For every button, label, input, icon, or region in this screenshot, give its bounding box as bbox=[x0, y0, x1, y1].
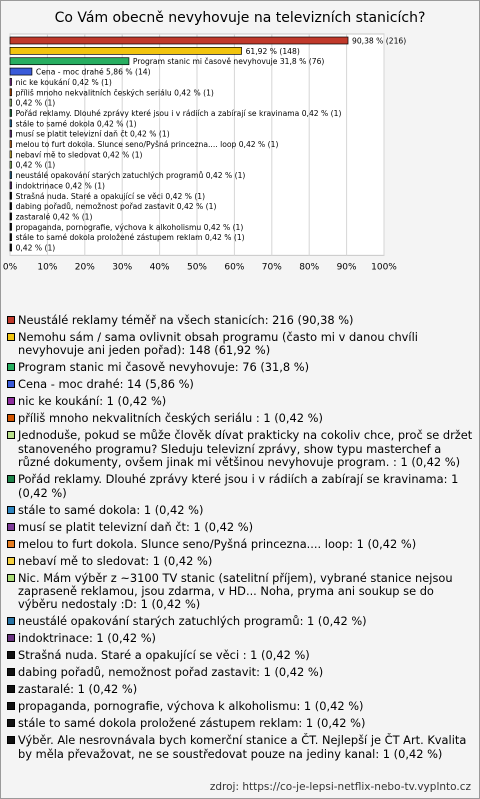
bar-label: příliš mnoho nekvalitních českých seriálu 0,42 % (1) bbox=[15, 88, 214, 98]
legend-label: musí se platit televizní daň čt: 1 (0,42 %) bbox=[18, 519, 254, 534]
legend-item bbox=[7, 361, 473, 374]
bar-label: indoktrinace 0,42 % (1) bbox=[15, 181, 106, 191]
bar-label: melou to furt dokola. Slunce seno/Pyšná princezna.... loop 0,42 % (1) bbox=[15, 140, 279, 149]
legend-item bbox=[7, 412, 473, 425]
bar-label: neustálé opakování starých zatuchlých programů 0,42 % (1) bbox=[15, 171, 246, 181]
legend-item bbox=[7, 378, 473, 391]
bar bbox=[10, 213, 12, 220]
bar-label: zastaralé 0,42 % (1) bbox=[15, 212, 93, 222]
legend-label: Jednoduše, pokud se může člověk dívat prakticky na cokoliv chce, proč se držet stanoveného programu? Sleduju televizní zprávy, show typu masterchef a různé dokumenty, ovšem jinak mi většinou nevyhovuje program. : 1 (0,42 %) bbox=[18, 428, 473, 470]
legend-swatch bbox=[7, 414, 15, 422]
bar bbox=[10, 151, 12, 158]
legend-item bbox=[7, 649, 473, 662]
bar-label: stále to samé dokola proložené zástupem reklam 0,42 % (1) bbox=[15, 233, 245, 243]
legend-swatch bbox=[7, 668, 15, 676]
legend-item bbox=[7, 538, 473, 551]
bar-label: 0,42 % (1) bbox=[15, 160, 56, 170]
legend-swatch bbox=[7, 316, 15, 324]
legend-label: Nemohu sám / sama ovlivnit obsah programu (často mi v danou chvíli nevyhovuje ani jeden pořad): 148 (61,92 %) bbox=[18, 330, 418, 358]
legend-item bbox=[7, 473, 473, 500]
bar bbox=[10, 141, 12, 148]
legend-item bbox=[7, 717, 473, 730]
legend-swatch bbox=[7, 431, 15, 439]
bar bbox=[10, 161, 12, 168]
bar bbox=[10, 120, 12, 127]
legend-item bbox=[7, 314, 473, 327]
bar bbox=[10, 244, 12, 251]
legend-swatch bbox=[7, 685, 15, 693]
legend-item bbox=[7, 331, 473, 358]
legend-label: nic ke koukání: 1 (0,42 %) bbox=[18, 394, 167, 409]
x-tick-label: 80% bbox=[299, 262, 320, 273]
legend-swatch bbox=[7, 363, 15, 371]
bar bbox=[10, 172, 12, 179]
x-tick-label: 50% bbox=[186, 262, 208, 273]
bar-label: musí se platit televizní daň čt 0,42 % (1) bbox=[15, 129, 170, 139]
bar bbox=[10, 78, 12, 85]
legend-label: Strašná nuda. Staré a opakující se věci : 1 (0,42 %) bbox=[18, 648, 310, 663]
bar-label: 0,42 % (1) bbox=[15, 98, 56, 108]
legend-swatch bbox=[7, 574, 15, 582]
legend-item bbox=[7, 521, 473, 534]
bar bbox=[10, 192, 12, 199]
legend-label: Program stanic mi časově nevyhovuje: 76 (31,8 %) bbox=[18, 360, 310, 375]
bar-label: Cena - moc drahé 5,86 % (14) bbox=[35, 67, 151, 77]
legend-label: Neustálé reklamy téměř na všech stanicích: 216 (90,38 %) bbox=[18, 313, 354, 327]
bar bbox=[10, 68, 32, 75]
legend-swatch bbox=[7, 397, 15, 405]
bar-label: 0,42 % (1) bbox=[15, 243, 56, 253]
legend-swatch bbox=[7, 634, 15, 642]
bar-label: propaganda, pornografie, výchova k alkoholismu 0,42 % (1) bbox=[15, 222, 244, 232]
bar-label: Strašná nuda. Staré a opakující se věci 0,42 % (1) bbox=[15, 191, 206, 201]
legend-item bbox=[7, 504, 473, 517]
legend-swatch bbox=[7, 557, 15, 565]
legend-swatch bbox=[7, 719, 15, 727]
legend-label: Pořád reklamy. Dlouhé zprávy které jsou i v rádiích a zabírají se kravinama: 1 (0,42 %) bbox=[18, 472, 459, 500]
legend-label: Výběr. Ale nesrovnávala bych komerční stanice a ČT. Nejlepší je ČT Art. Kvalita by měla převažovat, ne se soustředovat pouze na jediny kanal: 1 (0,42 %) bbox=[18, 733, 467, 761]
legend-label: nebaví mě to sledovat: 1 (0,42 %) bbox=[18, 553, 213, 568]
legend-label: příliš mnoho nekvalitních českých seriálu : 1 (0,42 %) bbox=[18, 411, 323, 426]
source-note: zdroj: https://co-je-lepsi-netflix-nebo-tv.vyplnto.cz bbox=[209, 781, 471, 793]
legend-item bbox=[7, 555, 473, 568]
chart-legend bbox=[7, 314, 473, 765]
bar bbox=[10, 234, 12, 241]
legend-swatch bbox=[7, 617, 15, 625]
bar-label: 61,92 % (148) bbox=[245, 46, 300, 56]
legend-swatch bbox=[7, 702, 15, 710]
legend-label: dabing pořadů, nemožnost pořad zastavit: 1 (0,42 %) bbox=[18, 665, 324, 680]
legend-item bbox=[7, 429, 473, 469]
bar-label: dabing pořadů, nemožnost pořad zastavit 0,42 % (1) bbox=[15, 202, 217, 212]
x-tick-label: 0% bbox=[2, 262, 18, 273]
legend-item bbox=[7, 666, 473, 679]
x-tick-label: 40% bbox=[149, 262, 170, 273]
bar bbox=[10, 89, 12, 96]
bar bbox=[10, 182, 12, 189]
x-tick-label: 20% bbox=[74, 262, 95, 273]
legend-swatch bbox=[7, 651, 15, 659]
legend-swatch bbox=[7, 736, 15, 744]
legend-swatch bbox=[7, 523, 15, 531]
x-tick-label: 100% bbox=[371, 262, 397, 273]
legend-label: neustálé opakování starých zatuchlých programů: 1 (0,42 %) bbox=[18, 614, 367, 629]
bar bbox=[10, 37, 348, 44]
x-tick-label: 60% bbox=[224, 262, 245, 273]
bar-label: 90,38 % (216) bbox=[352, 36, 407, 46]
bar-label: nic ke koukání 0,42 % (1) bbox=[15, 77, 112, 87]
legend-label: melou to furt dokola. Slunce seno/Pyšná princezna.... loop: 1 (0,42 %) bbox=[18, 536, 417, 551]
legend-item bbox=[7, 734, 473, 761]
legend-item bbox=[7, 395, 473, 408]
legend-label: stále to samé dokola proložené zástupem reklam: 1 (0,42 %) bbox=[18, 716, 366, 731]
legend-swatch bbox=[7, 540, 15, 548]
x-tick-label: 10% bbox=[37, 262, 58, 273]
bar-label: nebaví mě to sledovat 0,42 % (1) bbox=[15, 150, 143, 160]
legend-item bbox=[7, 572, 473, 612]
bar bbox=[10, 203, 12, 210]
bar-label: stále to samé dokola 0,42 % (1) bbox=[15, 119, 137, 129]
x-tick-label: 90% bbox=[336, 262, 357, 273]
legend-label: stále to samé dokola: 1 (0,42 %) bbox=[18, 502, 204, 517]
legend-label: Cena - moc drahé: 14 (5,86 %) bbox=[18, 377, 194, 392]
legend-item bbox=[7, 700, 473, 713]
x-tick-label: 70% bbox=[261, 262, 282, 273]
legend-label: zastaralé: 1 (0,42 %) bbox=[18, 682, 138, 697]
bar-label: Program stanic mi časově nevyhovuje 31,8 % (76) bbox=[132, 57, 325, 67]
legend-item bbox=[7, 683, 473, 696]
bar bbox=[10, 99, 12, 106]
legend-item bbox=[7, 632, 473, 645]
legend-swatch bbox=[7, 333, 15, 341]
chart-title: Co Vám obecně nevyhovuje na televizních stanicích? bbox=[54, 10, 426, 26]
x-tick-label: 30% bbox=[112, 262, 133, 273]
bar bbox=[10, 47, 242, 54]
bar bbox=[10, 223, 12, 230]
bar-chart bbox=[1, 31, 479, 311]
bar bbox=[10, 58, 129, 65]
legend-swatch bbox=[7, 506, 15, 514]
bar-label: Pořád reklamy. Dlouhé zprávy které jsou i v rádiích a zabírají se kravinama 0,42 % (1) bbox=[15, 108, 342, 118]
legend-label: Nic. Mám výběr z ~3100 TV stanic (satelitní příjem), vybrané stanice nejsou zapraseně reklamou, jsou zdarma, v HD... Noha, pryma ani soukup se do výběru nedostaly :D: 1 (0,42 %) bbox=[18, 570, 453, 612]
legend-label: propaganda, pornografie, výchova k alkoholismu: 1 (0,42 %) bbox=[18, 699, 364, 714]
bar bbox=[10, 109, 12, 116]
legend-item bbox=[7, 615, 473, 628]
legend-swatch bbox=[7, 475, 15, 483]
legend-label: indoktrinace: 1 (0,42 %) bbox=[18, 631, 156, 646]
bar bbox=[10, 130, 12, 137]
legend-swatch bbox=[7, 380, 15, 388]
